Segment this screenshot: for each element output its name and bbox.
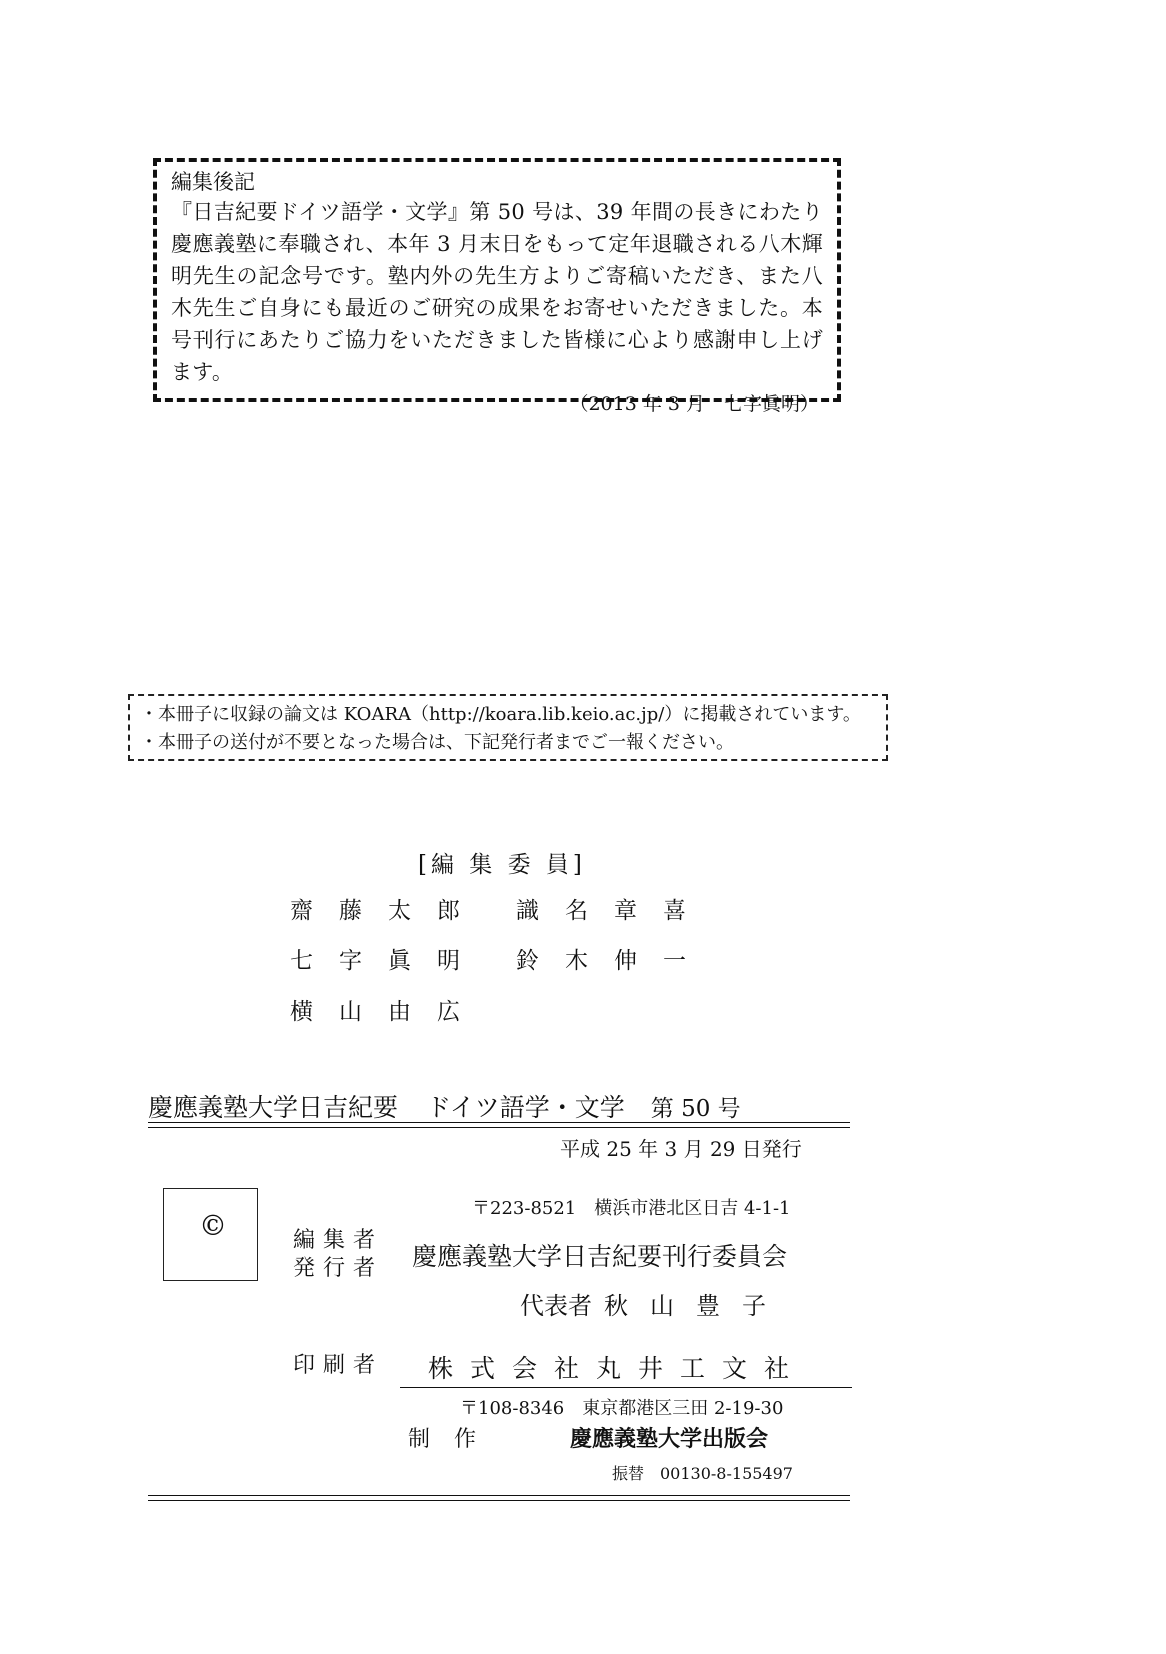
representative-name: 秋山豊子 [604, 1292, 788, 1320]
issue-number: 第 50 号 [650, 1096, 741, 1122]
printer-divider [400, 1387, 852, 1388]
postscript-title: 編集後記 [171, 170, 255, 194]
committee-member: 齋藤太郎 [290, 898, 486, 924]
committee-heading: [編 集 委 員] [418, 852, 586, 878]
production-name: 慶應義塾大学出版会 [570, 1426, 769, 1452]
notice-box [128, 694, 888, 761]
postscript-body: 『日吉紀要ドイツ語学・文学』第 50 号は、39 年間の長きにわたり慶應義塾に奉職され、本年 3 月末日をもって定年退職される八木輝明先生の記念号です。塾内外の先生方よりご寄稿いただき、また八木先生ご自身にも最近のご研究の成果をお寄せいただきました。本号刊行にあたりご協力をいただきました皆様に心より感謝申し上げます。 [171, 200, 823, 384]
copyright-icon: © [199, 1209, 227, 1242]
editor-label: 編集者 [293, 1228, 384, 1253]
notice-line-unsubscribe: ・本冊子の送付が不要となった場合は、下記発行者までご一報ください。 [140, 732, 734, 753]
printer-name: 株式会社丸井工文社 [428, 1354, 807, 1383]
printer-address: 〒108-8346 東京都港区三田 2-19-30 [460, 1398, 784, 1419]
printer-label: 印刷者 [293, 1353, 384, 1378]
publication-date: 平成 25 年 3 月 29 日発行 [560, 1137, 802, 1161]
publisher-name: 慶應義塾大学日吉紀要刊行委員会 [412, 1242, 788, 1271]
transfer-account: 振替 00130-8-155497 [612, 1464, 793, 1483]
journal-subtitle: ドイツ語学・文学 [426, 1093, 625, 1122]
postscript-box [153, 158, 841, 415]
representative-label: 代表者 [520, 1292, 592, 1320]
journal-title: 慶應義塾大学日吉紀要 [148, 1093, 399, 1122]
publisher-label: 発行者 [293, 1256, 384, 1281]
committee-member: 鈴木伸一 [516, 948, 712, 974]
journal-title-line [148, 1088, 741, 1124]
publisher-address: 〒223-8521 横浜市港北区日吉 4-1-1 [472, 1198, 791, 1219]
committee-member: 横山由広 [290, 999, 486, 1025]
notice-line-koara: ・本冊子に収録の論文は KOARA（http://koara.lib.keio.ac.jp/）に掲載されています。 [140, 704, 861, 725]
title-divider [148, 1122, 850, 1128]
copyright-box [163, 1188, 258, 1281]
committee-member: 識名章喜 [516, 898, 712, 924]
bottom-divider [148, 1495, 850, 1501]
production-label: 制作 [408, 1427, 501, 1452]
committee-member: 七字眞明 [290, 948, 486, 974]
postscript-signature: （2013 年 3 月 七字眞明） [569, 393, 819, 415]
representative-line [520, 1286, 788, 1321]
